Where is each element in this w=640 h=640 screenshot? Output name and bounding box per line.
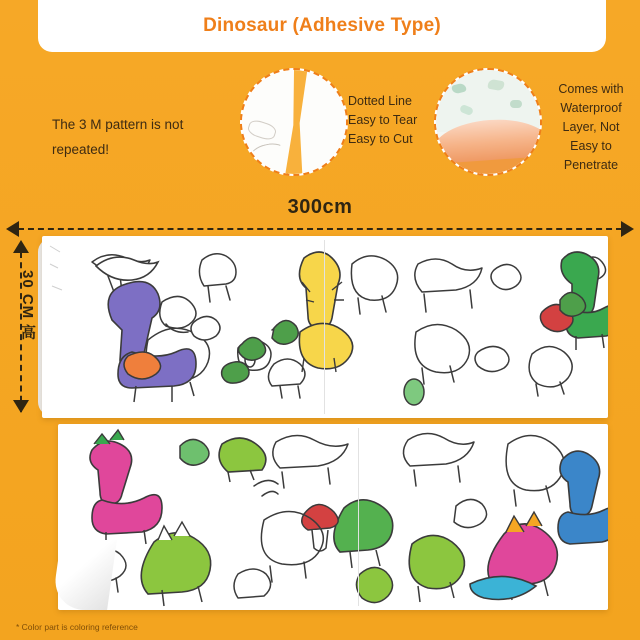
feature-dotted-line: Dotted Line Easy to Tear Easy to Cut (348, 94, 418, 146)
sheet-bottom-artwork (58, 424, 608, 610)
title-banner (38, 0, 606, 52)
sheet-bottom-divider (358, 428, 359, 606)
waterproof-photo-inner (436, 70, 540, 174)
arrow-right-icon (621, 221, 634, 237)
width-label: 300cm (287, 196, 353, 218)
page-title: Dinosaur (Adhesive Type) (203, 15, 441, 36)
height-label: 30 CM 高 (19, 270, 36, 341)
width-dashed-line (18, 228, 622, 230)
sticker-sheet-bottom (58, 424, 608, 610)
paper-curl-bottom (51, 540, 117, 610)
feature-waterproof-layer: Comes with Waterproof Layer, Not Easy to Penetrate (558, 82, 624, 172)
sticker-sheet-top (42, 236, 608, 418)
arrow-up-icon (13, 240, 29, 253)
sheet-top-artwork (42, 236, 608, 418)
sheet-top-divider (324, 240, 325, 414)
arrow-left-icon (6, 221, 19, 237)
waterproof-film-peel-photo (434, 68, 542, 176)
torn-paper-photo (240, 68, 348, 176)
torn-paper-photo-inner (242, 70, 346, 174)
coloring-reference-note: * Color part is coloring reference (16, 622, 138, 632)
note-pattern-not-repeated: The 3 M pattern is not repeated! (52, 117, 184, 157)
film-art-3 (510, 100, 522, 108)
arrow-down-icon (13, 400, 29, 413)
